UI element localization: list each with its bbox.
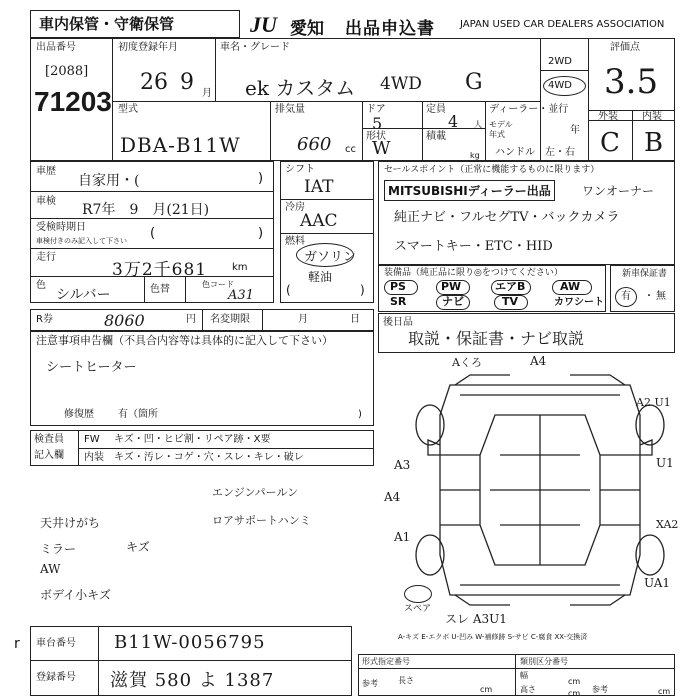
plate-value: 滋賀 580 よ 1387 [110,670,275,691]
km-unit: km [232,262,248,273]
notes-value: シートヒーター [46,360,137,375]
selling-line3: スマートキー・ETC・HID [394,239,553,254]
first-reg-year: 26 [140,70,168,95]
ac-value: AAC [300,211,338,231]
corner-mark: r [14,636,20,652]
recycle-unit: 円 [186,314,196,325]
fuel-paren-close: ) [360,283,365,297]
fuel-value: ガソリン [304,250,357,265]
displacement-label: 排気量 [275,104,305,115]
warranty-paren-open: ( [150,226,156,241]
shape-label: 形状 [366,131,386,142]
length-unit: cm [480,685,493,694]
lot-sub: [2088] [45,64,89,79]
model-year-label: モデル [489,120,513,129]
association-name: JAPAN USED CAR DEALERS ASSOCIATION [460,19,665,30]
class-label: 類別区分番号 [520,657,568,666]
selling-points-label: セールスポイント（正常に機能するものに限ります） [384,165,600,175]
warranty-sub: 車検付きのみ記入して下さい [36,237,127,245]
selling-line1: ワンオーナー [582,184,655,198]
repair-value: 有（箇所 [118,409,158,420]
damage-legend: A-キズ E-エクボ U-凹み W-補修跡 S-サビ C-腐食 XX-交換済 [398,633,588,641]
exterior-label: 外装 [598,111,618,122]
shift-label: シフト [285,164,315,175]
selling-line2: 純正ナビ・フルセグTV・バックカメラ [394,210,620,225]
model-label: 車名・グレード [220,42,290,53]
ju-logo: JU [250,12,277,37]
name-change-label: 名変期限 [210,314,250,325]
color-value: シルバー [56,287,111,303]
diag-left-a1: A1 [394,530,411,544]
interior-label: 内装 [642,111,662,122]
warranty-yes: 有 [621,291,631,302]
history-label: 車歴 [36,166,56,177]
length-label: 長さ [398,676,414,685]
plate-label: 登録番号 [36,672,76,683]
ext-row-label: FW [84,434,100,445]
diag-front: A4 [530,354,547,368]
equip-ps-label: PS [390,280,406,293]
name-change-month: 月 [298,314,308,325]
warranty-dot: ・ [644,291,654,302]
equip-sr-label: SR [390,295,407,308]
inspection-label: 車検 [36,196,56,207]
width-unit: cm [568,677,581,686]
shape-value: W [372,138,391,159]
drive-2wd: 2WD [548,56,572,67]
diag-left-a3: A3 [394,458,411,472]
warranty-label: 受検時期日 [36,222,86,233]
doors-value: 5 [372,114,383,133]
height-unit: cm [568,689,581,698]
ext-items: キズ・凹・ヒビ割・リペア跡・X要 [114,434,271,445]
ref-unit: cm [658,687,671,696]
repair-paren-close: ) [358,409,362,420]
equip-aw-label: AW [560,280,581,293]
grade-value: G [465,70,483,95]
shift-value: IAT [304,177,334,197]
load-label: 積載 [426,131,446,142]
fuel-label: 燃料 [285,236,305,247]
note-aw: AW [40,562,61,576]
color-code-value: A31 [228,288,254,303]
repair-label: 修復歴 [64,409,94,420]
lot-number: 71203 [34,86,112,117]
inspection-value: R7年 9 月(21日) [82,202,210,218]
doors-label: ドア [366,104,386,115]
equip-pw-label: PW [441,280,462,293]
inspector-label: 検査員 [34,434,64,445]
first-reg-label: 初度登録年月 [118,42,178,53]
recycle-label: R券 [36,314,53,325]
note-scratch: キズ [126,540,150,554]
recycle-value: 8060 [104,311,145,330]
height-label: 高さ [520,685,536,694]
diag-front-left: Aくろ [452,356,482,369]
dealer-label: ディーラー・並行 [489,104,569,115]
capacity-label: 定員 [426,104,446,115]
type-value: DBA-B11W [120,133,241,157]
equipment-items [384,280,604,310]
capacity-value: 4 [448,112,459,131]
warranty-paren-close: ) [258,226,264,241]
note-engine: エンジンパールン [212,486,299,499]
history-value: 自家用・( [78,173,140,189]
new-warranty-label: 新車保証書 [622,269,668,279]
reference-label-2: 参考 [592,685,608,694]
equip-kawa-label: カワシート [554,297,604,308]
diag-spare-label: スペア [404,604,432,614]
color-label: 色 [36,280,46,291]
diag-right-a2: XA2 [656,518,679,531]
note-mirror: ミラー [40,542,77,556]
width-label: 幅 [520,671,528,680]
chassis-value: B11W-0056795 [114,632,266,653]
diag-rear: スレ A3U1 [445,612,507,626]
equipment-label: 装備品（純正品に限り◎をつけてください） [384,268,563,278]
equip-airbag-label: エアB [495,280,526,293]
kg-unit: kg [470,151,480,160]
notes-label: 注意事項申告欄（不具合内容等は具体的に記入して下さい） [36,334,333,347]
first-reg-month: 9 [180,70,194,95]
attached-label: 後日品 [383,317,413,328]
storage-box [30,10,240,38]
doc-title: 出品申込書 [345,19,435,39]
ac-label: 冷房 [285,202,305,213]
model-value: ek カスタム [245,76,356,100]
diag-right-u1: U1 [656,456,674,470]
warranty-no: 無 [656,291,666,302]
color-code-label: 色コード [202,280,234,289]
note-lower-support: ロアサポートハンミ [212,514,311,527]
mileage-label: 走行 [36,252,56,263]
car-diagram [400,355,680,615]
color-change-label: 色替 [150,284,170,295]
drive-4wd: 4WD [548,80,572,91]
year-label: 年式 [489,130,505,139]
year-unit: 年 [570,125,580,136]
exterior-value: C [600,128,620,158]
attached-value: 取説・保証書・ナビ取説 [408,329,585,348]
logo-text: 愛知 [290,19,324,39]
mileage-value: 3万2千681 [112,260,208,280]
entry-label: 記入欄 [34,450,64,461]
person-unit: 人 [474,120,482,129]
diag-right-ua1: UA1 [644,576,671,590]
chassis-label: 車台番号 [36,638,76,649]
int-items: キズ・汚レ・コゲ・穴・スレ・キレ・破レ [114,452,304,463]
history-paren: ) [258,171,264,186]
brand-badge: MITSUBISHIディーラー出品 [384,180,555,201]
diag-right-front: A2 U1 [636,396,671,409]
spare-circle [404,585,432,603]
equip-tv-label: TV [502,295,519,308]
fuel-diesel: 軽油 [308,270,333,284]
storage-label: 車内保管・守衛保管 [39,15,175,33]
lot-label: 出品番号 [36,42,76,53]
reference-label-1: 参考 [362,679,378,688]
diag-left-a4: A4 [384,490,401,504]
type-label: 型式 [118,104,138,115]
note-body: ボデイ小キズ [40,588,111,602]
month-unit: 月 [202,88,212,99]
int-row-label: 内装 [84,452,104,463]
drive-value: 4WD [380,74,422,94]
equip-navi-label: ナビ [442,295,464,308]
fuel-paren-open: ( [286,283,291,297]
type-spec-label: 形式指定番号 [362,657,410,666]
score-label: 評価点 [610,42,640,53]
name-change-day: 日 [350,314,360,325]
handle-label: ハンドル [495,147,535,158]
score-value: 3.5 [604,62,659,102]
displacement-value: 660 [297,134,332,155]
interior-value: B [644,128,664,158]
cc-unit: cc [345,144,356,155]
handle-options: 左・右 [545,147,575,158]
note-ceiling: 天井けがち [40,516,101,530]
